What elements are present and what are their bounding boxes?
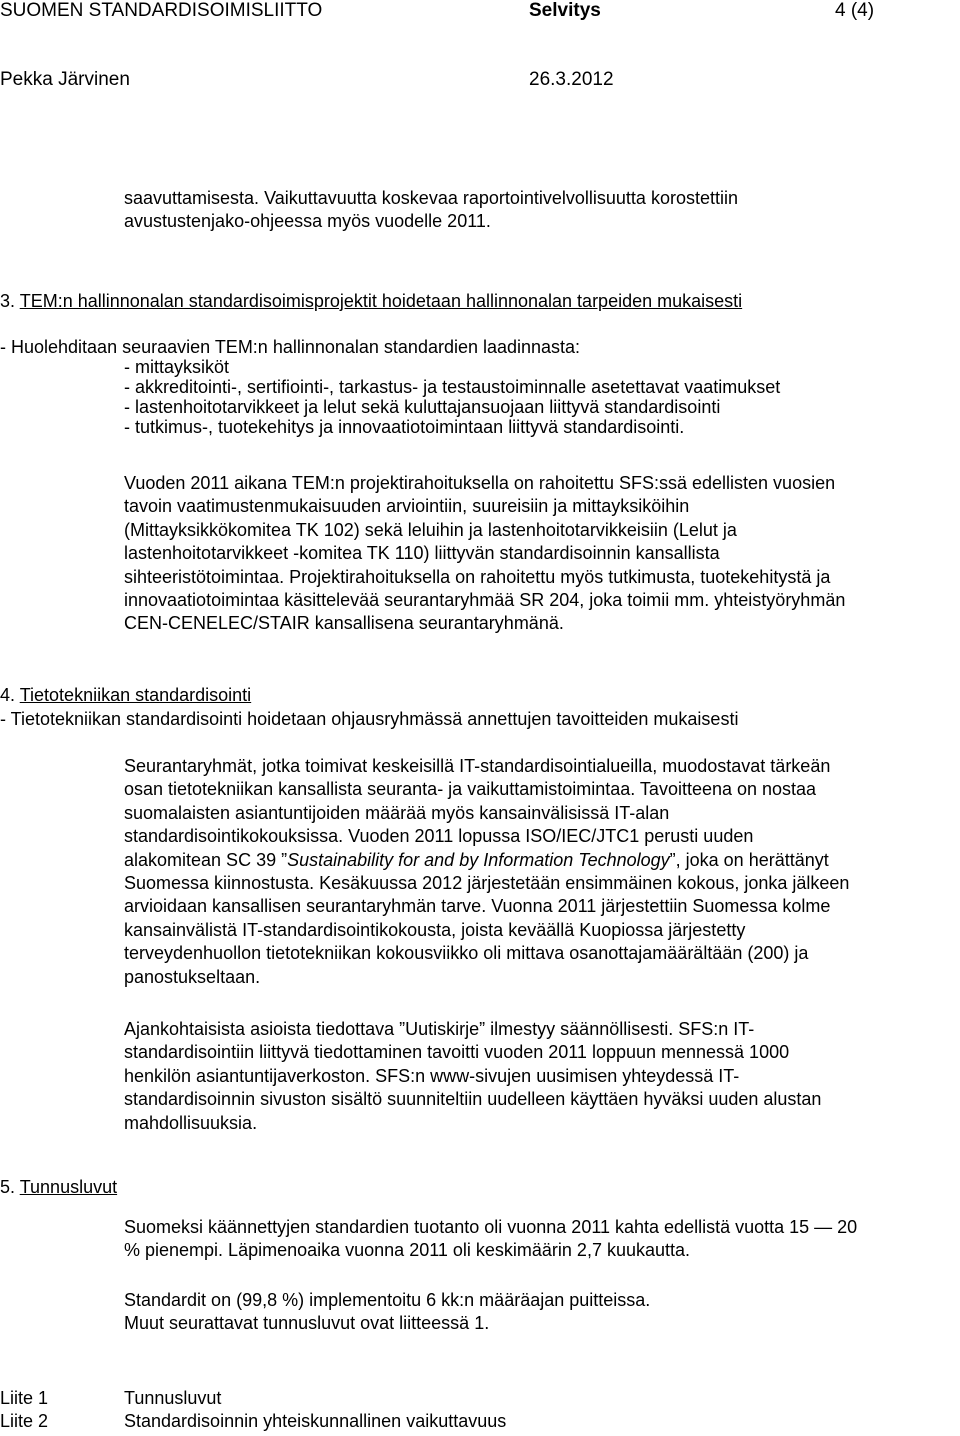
attachment-label-2: Liite 2 (0, 1411, 49, 1431)
section-5-paragraph-1 (124, 1216, 960, 1263)
section-5-number: 5. (0, 1177, 16, 1197)
section-5-heading (0, 1176, 117, 1198)
text-line: Suomessa kiinnostusta. Kesäkuussa 2012 järjestetään ensimmäinen kokous, jonka jälkeen (124, 873, 850, 894)
text-line: standardisoinnin sivuston sisältö suunniteltiin uudelleen käyttäen hyväksi uuden alustan (124, 1089, 822, 1110)
text-line: avustustenjako-ohjeessa myös vuodelle 2011. (124, 211, 491, 232)
section-4-number: 4. (0, 685, 16, 705)
list-intro: - Huolehditaan seuraavien TEM:n hallinnonalan standardien laadinnasta: (0, 337, 581, 357)
text-line: henkilön asiantuntijaverkoston. SFS:n www-sivujen uusimisen yhteydessä IT- (124, 1065, 740, 1086)
list-item: - lastenhoitotarvikkeet ja lelut sekä kuluttajansuojaan liittyvä standardisointi (124, 397, 721, 417)
text-line: tavoin vaatimustenmukaisuuden arviointiin, suureisiin ja mittayksiköihin (124, 496, 690, 517)
text-line: CEN-CENELEC/STAIR kansallisena seurantaryhmänä. (124, 613, 564, 634)
text-line: saavuttamisesta. Vaikuttavuutta koskevaa raportointivelvollisuutta korostettiin (124, 188, 738, 208)
list-item: - akkreditointi-, sertifiointi-, tarkastus- ja testaustoiminnalle asetettavat vaatimukset (124, 377, 781, 397)
text-line: (Mittayksikkökomitea TK 102) sekä leluihin ja lastenhoitotarvikkeisiin (Lelut ja (124, 519, 737, 540)
text-line: suomalaisten asiantuntijoiden määrää myös kansainvälisissä IT-alan (124, 802, 670, 823)
attachment-title-2: Standardisoinnin yhteiskunnallinen vaikuttavuus (124, 1411, 507, 1431)
section-4-heading (0, 684, 251, 706)
text-line: sihteeristötoimintaa. Projektirahoituksella on rahoitettu myös tutkimusta, tuotekehitystä ja (124, 566, 831, 587)
text-line: Seurantaryhmät, jotka toimivat keskeisillä IT-standardisointialueilla, muodostavat tärkeän (124, 756, 831, 776)
section-3-number: 3. (0, 291, 16, 311)
text-line: standardisointikokouksissa. Vuoden 2011 lopussa ISO/IEC/JTC1 perusti uuden (124, 826, 754, 847)
text-segment: ”, joka on herättänyt (669, 849, 829, 870)
attachment-title-1: Tunnusluvut (124, 1388, 222, 1408)
text-line: osan tietotekniikan kansallista seuranta- ja vaikuttamistoimintaa. Tavoitteena on nostaa (124, 779, 817, 800)
text-line: Muut seurattavat tunnusluvut ovat liitteessä 1. (124, 1313, 490, 1334)
section-3-list (0, 337, 780, 437)
text-line (124, 849, 960, 872)
section-5-title: Tunnusluvut (19, 1177, 118, 1197)
text-line: terveydenhuollon tietotekniikan kokousviikko oli mittava osanottajamäärältään (200) ja (124, 943, 809, 964)
text-line: Suomeksi käännettyjen standardien tuotanto oli vuonna 2011 kahta edellistä vuotta 15 — 20 (124, 1217, 858, 1237)
text-line: panostukseltaan. (124, 966, 261, 987)
author-name: Pekka Järvinen (0, 69, 130, 90)
italic-title: Sustainability for and by Information Technology (287, 849, 670, 870)
page-number: 4 (4) (835, 0, 875, 21)
intro-paragraph (124, 187, 960, 234)
section-5-paragraph-2 (124, 1289, 960, 1336)
text-line: % pienempi. Läpimenoaika vuonna 2011 oli keskimäärin 2,7 kuukautta. (124, 1240, 691, 1261)
list-item: - mittayksiköt (124, 357, 230, 377)
section-4-subline: - Tietotekniikan standardisointi hoidetaan ohjausryhmässä annettujen tavoitteiden mukaisesti (0, 709, 739, 729)
section-3-paragraph (124, 472, 960, 636)
text-line: mahdollisuuksia. (124, 1112, 258, 1133)
text-line: Ajankohtaisista asioista tiedottava ”Uutiskirje” ilmestyy säännöllisesti. SFS:n IT- (124, 1019, 755, 1039)
attachment-label-1: Liite 1 (0, 1388, 49, 1408)
text-line: standardisointiin liittyvä tiedottaminen tavoitti vuoden 2011 loppuun mennessä 1000 (124, 1042, 790, 1063)
text-line: lastenhoitotarvikkeet -komitea TK 110) liittyvän standardisoinnin kansallista (124, 543, 720, 564)
section-4-paragraph-2 (124, 1018, 960, 1135)
list-item: - tutkimus-, tuotekehitys ja innovaatiotoimintaan liittyvä standardisointi. (124, 417, 685, 437)
document-type: Selvitys (529, 0, 601, 21)
section-4-paragraph-1 (124, 755, 960, 989)
text-line: Vuoden 2011 aikana TEM:n projektirahoituksella on rahoitettu SFS:ssä edellisten vuosien (124, 473, 836, 493)
organization-name: SUOMEN STANDARDISOIMISLIITTO (0, 0, 323, 21)
text-line: Standardit on (99,8 %) implementoitu 6 kk:n määräajan puitteissa. (124, 1290, 651, 1310)
text-segment: alakomitean SC 39 ” (124, 849, 288, 870)
section-3-heading (0, 290, 742, 312)
text-line: kansainvälistä IT-standardisointikokousta, joista keväällä Kuopiossa järjestetty (124, 919, 746, 940)
text-line: innovaatiotoimintaa käsittelevää seurantaryhmää SR 204, joka toimii mm. yhteistyöryhmän (124, 590, 846, 611)
section-3-title: TEM:n hallinnonalan standardisoimisprojektit hoidetaan hallinnonalan tarpeiden mukaisesti (19, 291, 743, 311)
section-4-title: Tietotekniikan standardisointi (19, 685, 252, 705)
document-date: 26.3.2012 (529, 69, 614, 90)
text-line: arvioidaan kansallisen seurantaryhmän tarve. Vuonna 2011 järjestettiin Suomessa kolme (124, 896, 831, 917)
